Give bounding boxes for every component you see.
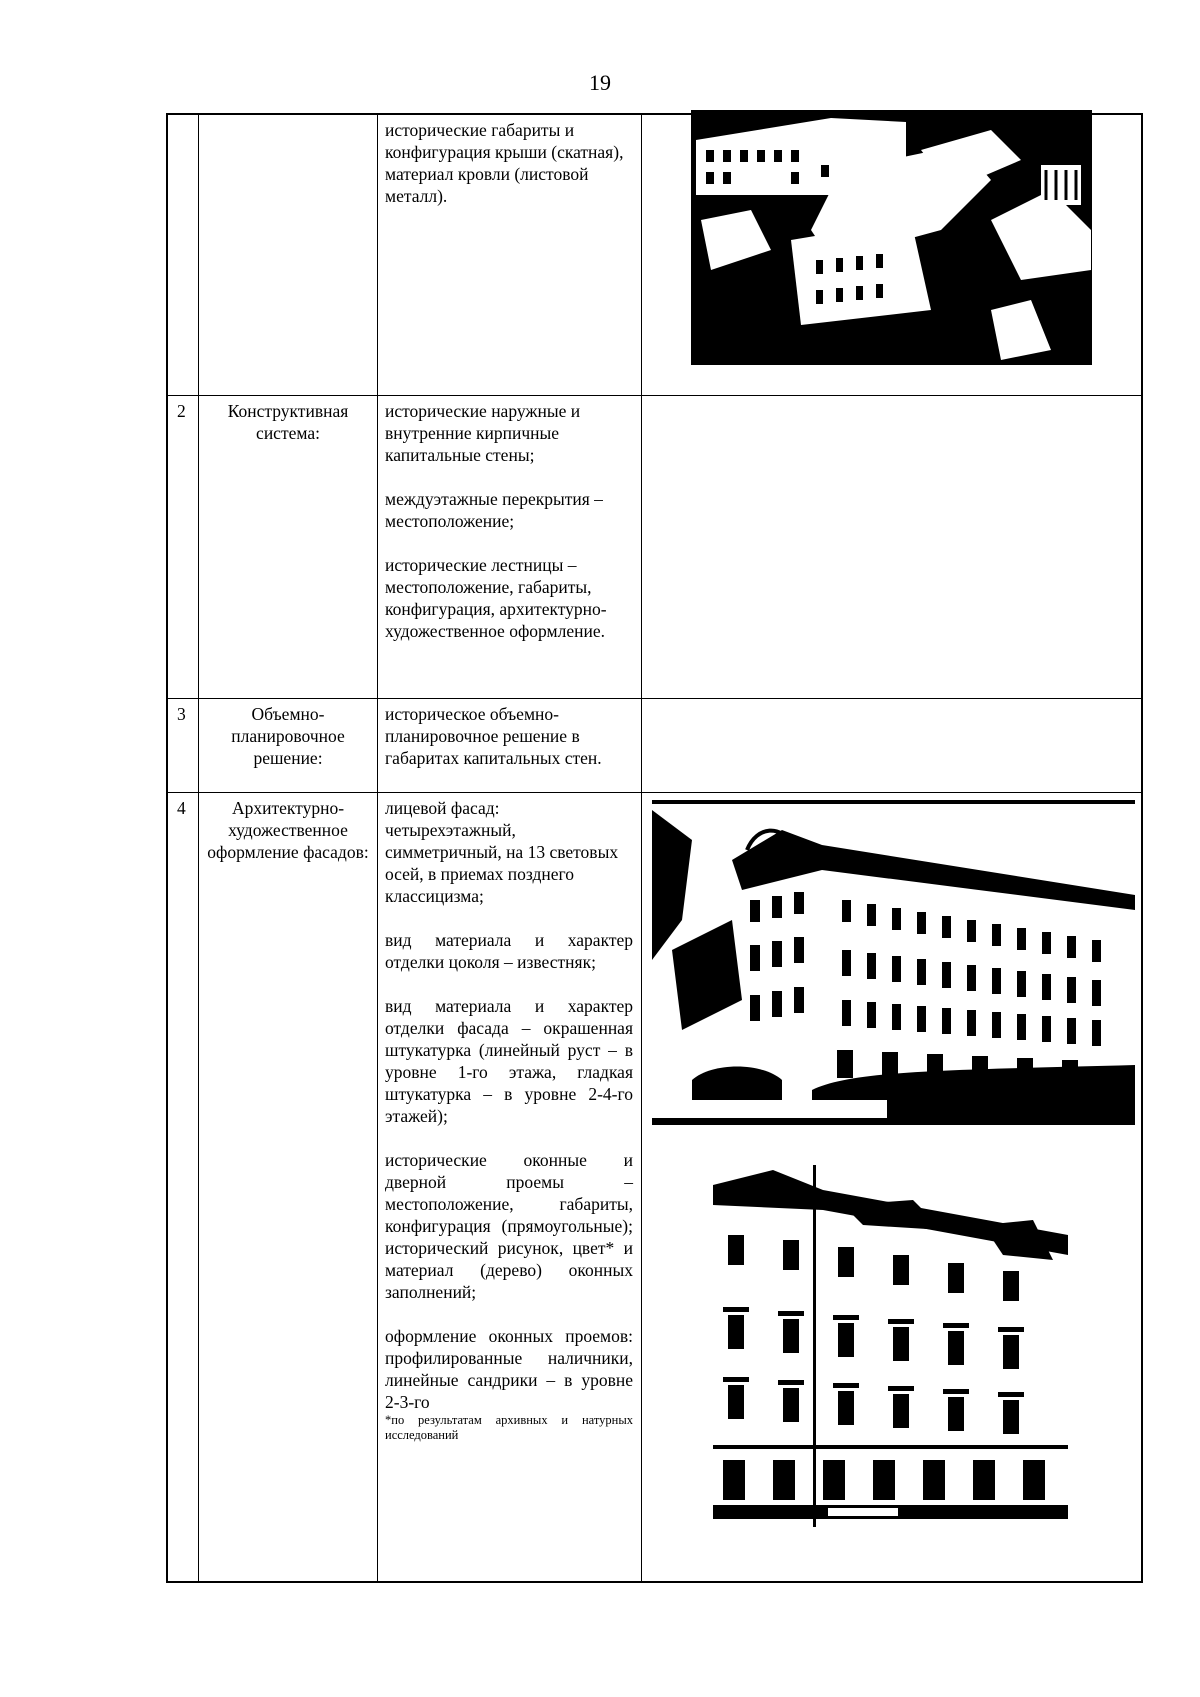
page-number: 19 [589, 70, 611, 95]
row-3-number: 3 [177, 704, 186, 724]
heritage-table [166, 113, 1143, 1583]
row-4-paragraph-5: оформление оконных проемов: профилированные наличники, линейные сандрики – в уровне 2-3-го [385, 1326, 633, 1412]
row-2-paragraph-3: исторические лестницы – местоположение, габариты, конфигурация, архитектурно-художественное оформление. [385, 555, 607, 641]
row-4-paragraph-4: исторические оконные и дверной проемы – местоположение, габариты, конфигурация (прямоугольные); исторический рисунок, цвет* и материал (дерево) оконных заполнений; [385, 1150, 633, 1302]
aerial-roof-photo [691, 110, 1092, 365]
row-divider [168, 792, 1141, 793]
row-2-name: Конструктивная система: [227, 401, 349, 443]
row-4-paragraph-2: вид материала и характер отделки цоколя – известняк; [385, 930, 633, 972]
row-4-description [385, 797, 633, 1443]
row-1-paragraph-1: исторические габариты и конфигурация крыши (скатная), материал кровли (листовой металл). [385, 120, 624, 206]
row-4-name: Архитектурно-художественное оформление фасадов: [207, 798, 369, 862]
row-1-description [385, 119, 633, 207]
row-divider [168, 395, 1141, 396]
row-divider [168, 698, 1141, 699]
column-divider [641, 115, 642, 1581]
row-2-number: 2 [177, 401, 186, 421]
column-divider [198, 115, 199, 1581]
facade-street-photo [652, 800, 1135, 1125]
row-2-paragraph-2: междуэтажные перекрытия – местоположение; [385, 489, 603, 531]
row-4-paragraph-1: лицевой фасад: четырехэтажный, симметричный, на 13 световых осей, в приемах позднего классицизма; [385, 798, 619, 906]
row-4-footnote: *по результатам архивных и натурных исследований [385, 1413, 633, 1442]
facade-detail-photo [713, 1165, 1068, 1527]
row-3-paragraph-1: историческое объемно-планировочное решение в габаритах капитальных стен. [385, 704, 602, 768]
row-4-paragraph-3: вид материала и характер отделки фасада – окрашенная штукатурка (линейный руст – в уровне 1-го этажа, гладкая штукатурка – в уровне 2-4-го этажей); [385, 996, 633, 1126]
row-2-description [385, 400, 633, 642]
row-3-description [385, 703, 633, 769]
row-3-name: Объемно-планировочное решение: [231, 704, 345, 768]
column-divider [377, 115, 378, 1581]
row-4-number: 4 [177, 798, 186, 818]
row-2-paragraph-1: исторические наружные и внутренние кирпичные капитальные стены; [385, 401, 581, 465]
